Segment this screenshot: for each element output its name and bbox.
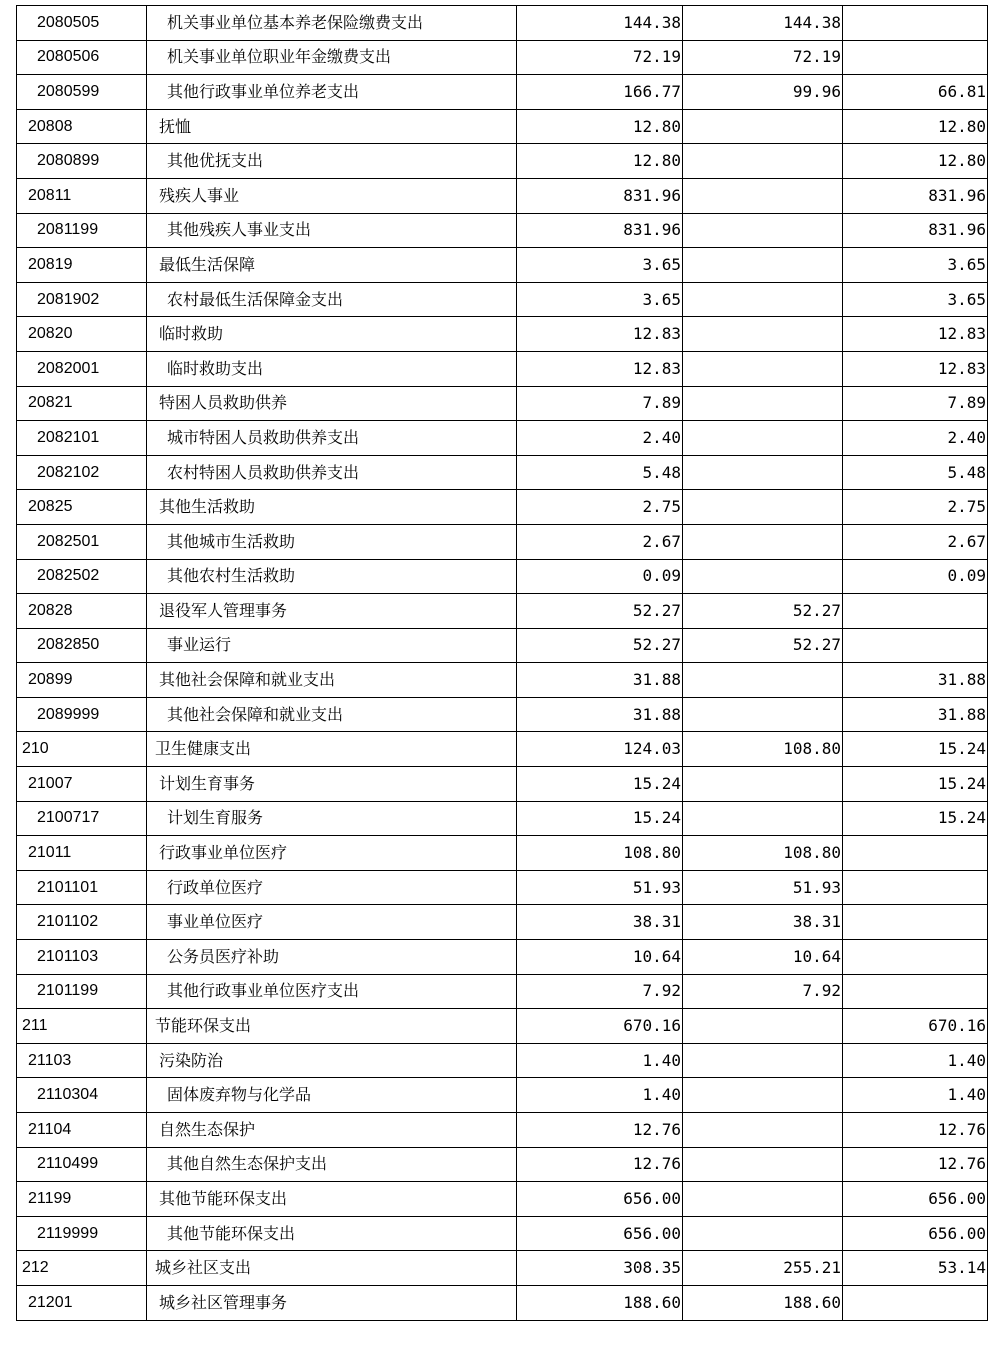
- basic-expenditure-cell: 99.96: [683, 75, 843, 110]
- table-row: [17, 386, 988, 421]
- total-amount-cell: 831.96: [517, 213, 683, 248]
- subject-name-cell: 残疾人事业: [147, 178, 517, 213]
- subject-code-cell: 2101101: [17, 870, 147, 905]
- project-expenditure-cell: [843, 905, 988, 940]
- table-row: [17, 40, 988, 75]
- subject-name-cell: 事业单位医疗: [147, 905, 517, 940]
- subject-name-cell: 机关事业单位职业年金缴费支出: [147, 40, 517, 75]
- subject-name-cell: 行政单位医疗: [147, 870, 517, 905]
- table-row: [17, 1182, 988, 1217]
- table-row: [17, 1216, 988, 1251]
- total-amount-cell: 656.00: [517, 1182, 683, 1217]
- project-expenditure-cell: 2.75: [843, 490, 988, 525]
- basic-expenditure-cell: [683, 1216, 843, 1251]
- subject-code-cell: 2082102: [17, 455, 147, 490]
- project-expenditure-cell: [843, 628, 988, 663]
- subject-code-cell: 2081902: [17, 282, 147, 317]
- table-row: [17, 455, 988, 490]
- subject-name-cell: 城市特困人员救助供养支出: [147, 421, 517, 456]
- basic-expenditure-cell: [683, 1182, 843, 1217]
- total-amount-cell: 124.03: [517, 732, 683, 767]
- table-row: [17, 732, 988, 767]
- project-expenditure-cell: [843, 974, 988, 1009]
- basic-expenditure-cell: [683, 697, 843, 732]
- subject-code-cell: 2081199: [17, 213, 147, 248]
- table-row: [17, 905, 988, 940]
- subject-name-cell: 其他节能环保支出: [147, 1216, 517, 1251]
- subject-name-cell: 其他社会保障和就业支出: [147, 697, 517, 732]
- project-expenditure-cell: 656.00: [843, 1216, 988, 1251]
- project-expenditure-cell: 15.24: [843, 732, 988, 767]
- subject-code-cell: 212: [17, 1251, 147, 1286]
- total-amount-cell: 12.80: [517, 109, 683, 144]
- table-row: [17, 870, 988, 905]
- subject-name-cell: 事业运行: [147, 628, 517, 663]
- total-amount-cell: 51.93: [517, 870, 683, 905]
- table-row: [17, 767, 988, 802]
- project-expenditure-cell: 12.76: [843, 1147, 988, 1182]
- basic-expenditure-cell: [683, 767, 843, 802]
- table-row: [17, 628, 988, 663]
- basic-expenditure-cell: 51.93: [683, 870, 843, 905]
- total-amount-cell: 3.65: [517, 248, 683, 283]
- subject-code-cell: 20825: [17, 490, 147, 525]
- table-row: [17, 75, 988, 110]
- project-expenditure-cell: [843, 870, 988, 905]
- total-amount-cell: 188.60: [517, 1285, 683, 1320]
- total-amount-cell: 7.92: [517, 974, 683, 1009]
- table-row: [17, 663, 988, 698]
- subject-code-cell: 2101199: [17, 974, 147, 1009]
- subject-name-cell: 其他节能环保支出: [147, 1182, 517, 1217]
- total-amount-cell: 52.27: [517, 628, 683, 663]
- subject-name-cell: 固体废弃物与化学品: [147, 1078, 517, 1113]
- basic-expenditure-cell: 108.80: [683, 836, 843, 871]
- total-amount-cell: 31.88: [517, 663, 683, 698]
- subject-code-cell: 21011: [17, 836, 147, 871]
- table-row: [17, 6, 988, 41]
- subject-name-cell: 城乡社区管理事务: [147, 1285, 517, 1320]
- basic-expenditure-cell: [683, 455, 843, 490]
- project-expenditure-cell: [843, 594, 988, 629]
- table-row: [17, 213, 988, 248]
- basic-expenditure-cell: 7.92: [683, 974, 843, 1009]
- subject-name-cell: 其他行政事业单位医疗支出: [147, 974, 517, 1009]
- table-row: [17, 1078, 988, 1113]
- subject-code-cell: 2082501: [17, 524, 147, 559]
- total-amount-cell: 2.40: [517, 421, 683, 456]
- project-expenditure-cell: 831.96: [843, 213, 988, 248]
- project-expenditure-cell: 3.65: [843, 282, 988, 317]
- project-expenditure-cell: 831.96: [843, 178, 988, 213]
- subject-code-cell: 2080505: [17, 6, 147, 41]
- expenditure-table: [16, 5, 988, 1321]
- subject-code-cell: 2082850: [17, 628, 147, 663]
- table-row: [17, 836, 988, 871]
- project-expenditure-cell: 12.80: [843, 144, 988, 179]
- table-row: [17, 1043, 988, 1078]
- subject-name-cell: 其他优抚支出: [147, 144, 517, 179]
- subject-name-cell: 其他残疾人事业支出: [147, 213, 517, 248]
- basic-expenditure-cell: [683, 317, 843, 352]
- subject-code-cell: 2110499: [17, 1147, 147, 1182]
- total-amount-cell: 2.67: [517, 524, 683, 559]
- project-expenditure-cell: 3.65: [843, 248, 988, 283]
- subject-code-cell: 2082001: [17, 351, 147, 386]
- subject-name-cell: 退役军人管理事务: [147, 594, 517, 629]
- table-row: [17, 974, 988, 1009]
- subject-name-cell: 机关事业单位基本养老保险缴费支出: [147, 6, 517, 41]
- basic-expenditure-cell: [683, 524, 843, 559]
- total-amount-cell: 108.80: [517, 836, 683, 871]
- subject-name-cell: 其他行政事业单位养老支出: [147, 75, 517, 110]
- subject-name-cell: 抚恤: [147, 109, 517, 144]
- total-amount-cell: 2.75: [517, 490, 683, 525]
- total-amount-cell: 15.24: [517, 767, 683, 802]
- subject-name-cell: 计划生育事务: [147, 767, 517, 802]
- basic-expenditure-cell: 144.38: [683, 6, 843, 41]
- subject-code-cell: 2110304: [17, 1078, 147, 1113]
- project-expenditure-cell: 5.48: [843, 455, 988, 490]
- project-expenditure-cell: 53.14: [843, 1251, 988, 1286]
- basic-expenditure-cell: 188.60: [683, 1285, 843, 1320]
- subject-code-cell: 2080599: [17, 75, 147, 110]
- total-amount-cell: 12.76: [517, 1147, 683, 1182]
- table-row: [17, 109, 988, 144]
- project-expenditure-cell: 12.83: [843, 351, 988, 386]
- total-amount-cell: 831.96: [517, 178, 683, 213]
- total-amount-cell: 7.89: [517, 386, 683, 421]
- table-row: [17, 248, 988, 283]
- subject-name-cell: 其他生活救助: [147, 490, 517, 525]
- table-row: [17, 801, 988, 836]
- table-row: [17, 524, 988, 559]
- project-expenditure-cell: 7.89: [843, 386, 988, 421]
- total-amount-cell: 12.83: [517, 317, 683, 352]
- project-expenditure-cell: 15.24: [843, 767, 988, 802]
- project-expenditure-cell: 12.76: [843, 1113, 988, 1148]
- subject-code-cell: 2089999: [17, 697, 147, 732]
- table-row: [17, 178, 988, 213]
- project-expenditure-cell: [843, 40, 988, 75]
- subject-name-cell: 行政事业单位医疗: [147, 836, 517, 871]
- basic-expenditure-cell: 10.64: [683, 940, 843, 975]
- project-expenditure-cell: 1.40: [843, 1043, 988, 1078]
- subject-name-cell: 公务员医疗补助: [147, 940, 517, 975]
- total-amount-cell: 1.40: [517, 1043, 683, 1078]
- basic-expenditure-cell: [683, 351, 843, 386]
- subject-name-cell: 农村最低生活保障金支出: [147, 282, 517, 317]
- subject-name-cell: 卫生健康支出: [147, 732, 517, 767]
- basic-expenditure-cell: [683, 421, 843, 456]
- basic-expenditure-cell: [683, 178, 843, 213]
- total-amount-cell: 10.64: [517, 940, 683, 975]
- basic-expenditure-cell: [683, 559, 843, 594]
- basic-expenditure-cell: 72.19: [683, 40, 843, 75]
- subject-code-cell: 2082502: [17, 559, 147, 594]
- project-expenditure-cell: [843, 940, 988, 975]
- total-amount-cell: 72.19: [517, 40, 683, 75]
- subject-code-cell: 21104: [17, 1113, 147, 1148]
- expenditure-table-body: [17, 6, 988, 1321]
- subject-code-cell: 2101102: [17, 905, 147, 940]
- table-row: [17, 940, 988, 975]
- subject-name-cell: 节能环保支出: [147, 1009, 517, 1044]
- total-amount-cell: 166.77: [517, 75, 683, 110]
- subject-name-cell: 自然生态保护: [147, 1113, 517, 1148]
- subject-name-cell: 临时救助: [147, 317, 517, 352]
- project-expenditure-cell: 31.88: [843, 697, 988, 732]
- subject-code-cell: 20811: [17, 178, 147, 213]
- basic-expenditure-cell: 38.31: [683, 905, 843, 940]
- basic-expenditure-cell: [683, 248, 843, 283]
- total-amount-cell: 15.24: [517, 801, 683, 836]
- project-expenditure-cell: 15.24: [843, 801, 988, 836]
- subject-name-cell: 计划生育服务: [147, 801, 517, 836]
- total-amount-cell: 12.80: [517, 144, 683, 179]
- project-expenditure-cell: 2.40: [843, 421, 988, 456]
- subject-code-cell: 20899: [17, 663, 147, 698]
- basic-expenditure-cell: [683, 801, 843, 836]
- total-amount-cell: 3.65: [517, 282, 683, 317]
- table-row: [17, 697, 988, 732]
- total-amount-cell: 52.27: [517, 594, 683, 629]
- subject-code-cell: 20808: [17, 109, 147, 144]
- subject-name-cell: 其他城市生活救助: [147, 524, 517, 559]
- total-amount-cell: 31.88: [517, 697, 683, 732]
- subject-name-cell: 污染防治: [147, 1043, 517, 1078]
- total-amount-cell: 38.31: [517, 905, 683, 940]
- project-expenditure-cell: 66.81: [843, 75, 988, 110]
- total-amount-cell: 656.00: [517, 1216, 683, 1251]
- table-row: [17, 351, 988, 386]
- subject-code-cell: 20819: [17, 248, 147, 283]
- project-expenditure-cell: 12.83: [843, 317, 988, 352]
- table-row: [17, 144, 988, 179]
- subject-name-cell: 城乡社区支出: [147, 1251, 517, 1286]
- project-expenditure-cell: 2.67: [843, 524, 988, 559]
- subject-name-cell: 其他社会保障和就业支出: [147, 663, 517, 698]
- table-row: [17, 1113, 988, 1148]
- basic-expenditure-cell: [683, 144, 843, 179]
- subject-code-cell: 21103: [17, 1043, 147, 1078]
- subject-code-cell: 21201: [17, 1285, 147, 1320]
- basic-expenditure-cell: [683, 1113, 843, 1148]
- basic-expenditure-cell: 52.27: [683, 628, 843, 663]
- basic-expenditure-cell: [683, 1078, 843, 1113]
- project-expenditure-cell: [843, 6, 988, 41]
- basic-expenditure-cell: [683, 213, 843, 248]
- total-amount-cell: 0.09: [517, 559, 683, 594]
- subject-code-cell: 2119999: [17, 1216, 147, 1251]
- subject-name-cell: 最低生活保障: [147, 248, 517, 283]
- table-row: [17, 421, 988, 456]
- table-row: [17, 559, 988, 594]
- subject-name-cell: 其他自然生态保护支出: [147, 1147, 517, 1182]
- basic-expenditure-cell: [683, 1009, 843, 1044]
- subject-code-cell: 2082101: [17, 421, 147, 456]
- basic-expenditure-cell: 255.21: [683, 1251, 843, 1286]
- project-expenditure-cell: 0.09: [843, 559, 988, 594]
- subject-code-cell: 210: [17, 732, 147, 767]
- table-row: [17, 1251, 988, 1286]
- subject-code-cell: 20820: [17, 317, 147, 352]
- total-amount-cell: 12.83: [517, 351, 683, 386]
- subject-code-cell: 2101103: [17, 940, 147, 975]
- project-expenditure-cell: [843, 1285, 988, 1320]
- basic-expenditure-cell: [683, 1147, 843, 1182]
- total-amount-cell: 5.48: [517, 455, 683, 490]
- total-amount-cell: 12.76: [517, 1113, 683, 1148]
- subject-code-cell: 2100717: [17, 801, 147, 836]
- total-amount-cell: 1.40: [517, 1078, 683, 1113]
- project-expenditure-cell: 1.40: [843, 1078, 988, 1113]
- subject-code-cell: 21199: [17, 1182, 147, 1217]
- table-row: [17, 1009, 988, 1044]
- table-row: [17, 490, 988, 525]
- table-row: [17, 594, 988, 629]
- table-row: [17, 1285, 988, 1320]
- subject-code-cell: 2080899: [17, 144, 147, 179]
- subject-name-cell: 特困人员救助供养: [147, 386, 517, 421]
- basic-expenditure-cell: 108.80: [683, 732, 843, 767]
- basic-expenditure-cell: [683, 490, 843, 525]
- basic-expenditure-cell: [683, 282, 843, 317]
- total-amount-cell: 670.16: [517, 1009, 683, 1044]
- project-expenditure-cell: 12.80: [843, 109, 988, 144]
- basic-expenditure-cell: [683, 386, 843, 421]
- subject-name-cell: 临时救助支出: [147, 351, 517, 386]
- project-expenditure-cell: 670.16: [843, 1009, 988, 1044]
- basic-expenditure-cell: [683, 109, 843, 144]
- subject-name-cell: 农村特困人员救助供养支出: [147, 455, 517, 490]
- basic-expenditure-cell: 52.27: [683, 594, 843, 629]
- subject-code-cell: 20828: [17, 594, 147, 629]
- project-expenditure-cell: [843, 836, 988, 871]
- subject-code-cell: 20821: [17, 386, 147, 421]
- subject-code-cell: 211: [17, 1009, 147, 1044]
- project-expenditure-cell: 31.88: [843, 663, 988, 698]
- basic-expenditure-cell: [683, 1043, 843, 1078]
- table-row: [17, 282, 988, 317]
- total-amount-cell: 308.35: [517, 1251, 683, 1286]
- table-row: [17, 317, 988, 352]
- table-row: [17, 1147, 988, 1182]
- subject-code-cell: 21007: [17, 767, 147, 802]
- project-expenditure-cell: 656.00: [843, 1182, 988, 1217]
- subject-name-cell: 其他农村生活救助: [147, 559, 517, 594]
- total-amount-cell: 144.38: [517, 6, 683, 41]
- basic-expenditure-cell: [683, 663, 843, 698]
- subject-code-cell: 2080506: [17, 40, 147, 75]
